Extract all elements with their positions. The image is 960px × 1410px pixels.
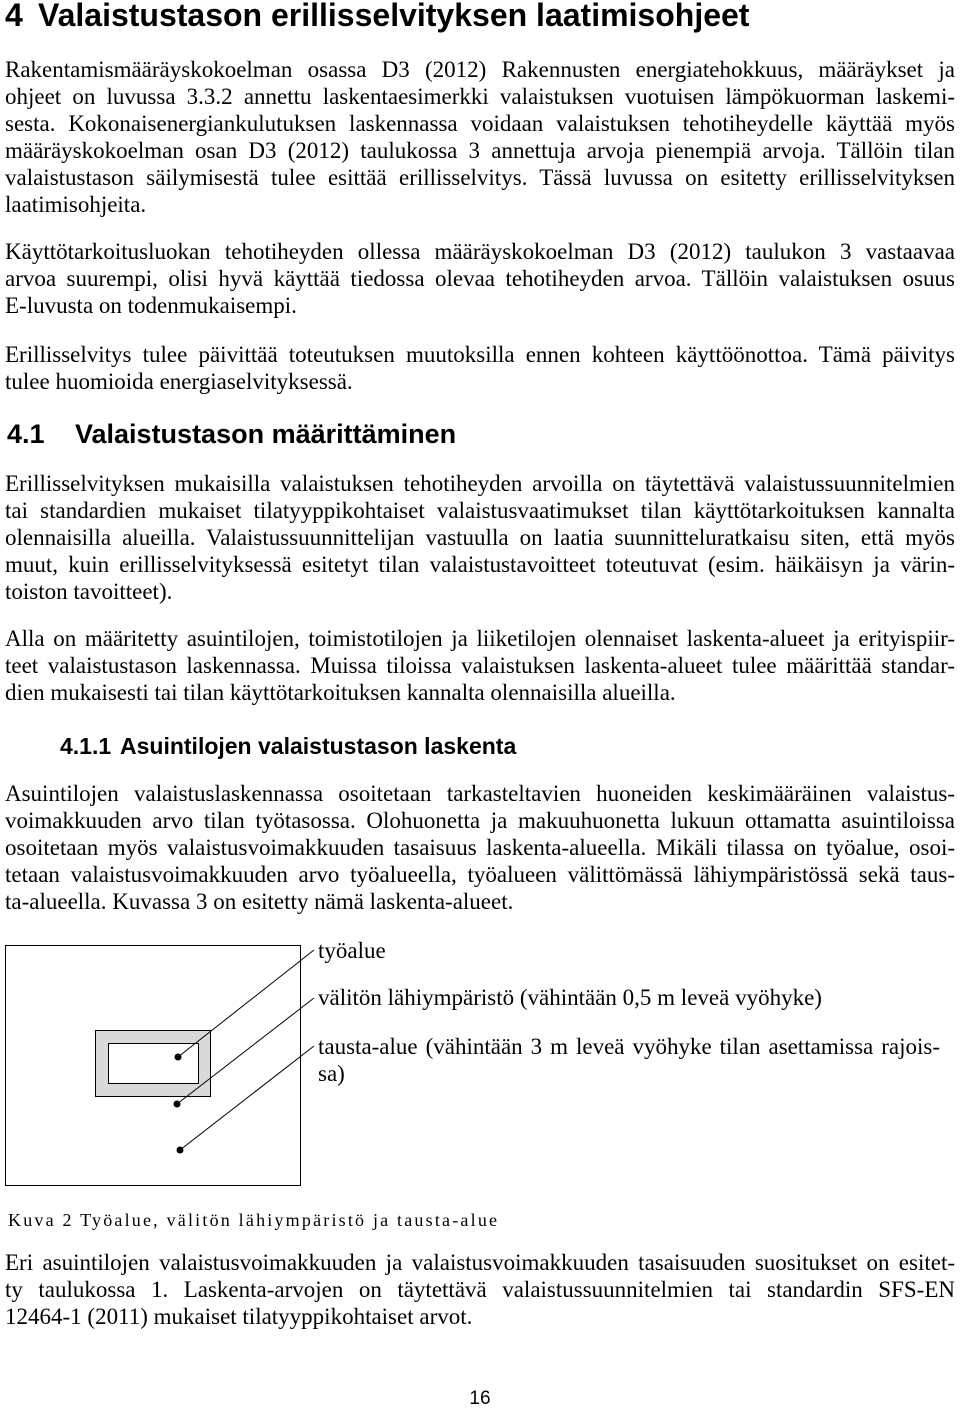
text-line: tai standardien mukaiset tilatyyppikohtaiset valaistusvaatimukset tilan käyttötarkoituksen kannalta xyxy=(5,498,955,523)
text-line: ty taulukossa 1. Laskenta-arvojen on täytettävä valaistussuunnitelmien tai standardin SFS-EN xyxy=(5,1277,955,1302)
text-line: Asuintilojen valaistuslaskennassa osoitetaan tarkasteltavien huoneiden keskimääräinen valaistus- xyxy=(5,781,955,806)
chapter-number: 4 xyxy=(5,0,23,33)
paragraph xyxy=(5,341,955,395)
work-area-rect xyxy=(109,1044,199,1084)
text-line: olennaisilla alueilla. Valaistussuunnittelijan vastuulla on laatia suunnitteluratkaisu siten, että myös xyxy=(5,525,955,550)
text-line: tetaan valaistusvoimakkuuden arvo työalueella, työalueen välittömässä lähiympäristössä sekä taus- xyxy=(5,862,955,887)
text-line: ohjeet on luvussa 3.3.2 annettu laskentaesimerkki valaistuksen vuotuisen lämpökuorman laskemi- xyxy=(5,84,955,109)
paragraph xyxy=(5,56,955,218)
marker-dot-work-area xyxy=(175,1054,182,1061)
text-line: Erillisselvitys tulee päivittää toteutuksen muutoksilla ennen kohteen käyttöönottoa. Tämä päivitys xyxy=(5,342,955,367)
text-line: Erillisselvityksen mukaisilla valaistuksen tehotiheyden arvoilla on täytettävä valaistussuunnitelmien xyxy=(5,471,955,496)
text-line: Eri asuintilojen valaistusvoimakkuuden ja valaistusvoimakkuuden tasaisuuden suositukset on esitet- xyxy=(5,1250,955,1275)
text-line: muut, kuin erillisselvityksessä esitetyt tilan valaistustavoitteet toteutuvat (esim. häikäisyn ja värin- xyxy=(5,552,955,577)
paragraph xyxy=(5,238,955,319)
subsection-title: Asuintilojen valaistustason laskenta xyxy=(120,733,517,759)
text-line: valaistustason säilymisestä tulee esittää erillisselvitys. Tässä luvussa on esitetty erillisselvityksen xyxy=(5,165,955,190)
text-line: Rakentamismääräyskokoelman osassa D3 (2012) Rakennusten energiatehokkuus, määräykset ja xyxy=(5,57,955,82)
text-line: määräyskokoelman osan D3 (2012) taulukossa 3 annettuja arvoja pienempiä arvoja. Tällöin tilan xyxy=(5,138,955,163)
paragraph xyxy=(5,780,955,915)
text-line: osoitetaan myös valaistusvoimakkuuden tasaisuus laskenta-alueella. Mikäli tilassa on työalue, osoi- xyxy=(5,835,955,860)
text-line: dien mukaisesti tai tilan käyttötarkoituksen kannalta olennaisilla alueilla. xyxy=(5,680,676,705)
label-text: välitön lähiympäristö (vähintään 0,5 m leveä vyöhyke) xyxy=(318,985,822,1010)
section-title: Valaistustason määrittäminen xyxy=(75,419,457,449)
text-line: Käyttötarkoitusluokan tehotiheyden ollessa määräyskokoelman D3 (2012) taulukon 3 vastaavaa xyxy=(5,239,955,264)
figure-caption: Kuva 2 Työalue, välitön lähiympäristö ja tausta-alue xyxy=(8,1210,500,1230)
marker-dot-background-area xyxy=(177,1147,184,1154)
text-line: E-luvusta on todenmukaisempi. xyxy=(5,293,297,318)
page-number: 16 xyxy=(469,1388,491,1409)
figure-diagram xyxy=(0,940,320,1190)
text-line: tulee huomioida energiaselvityksessä. xyxy=(5,369,353,394)
label-text: sa) xyxy=(318,1061,345,1086)
marker-dot-immediate-surroundings xyxy=(174,1101,181,1108)
subsection-number: 4.1.1 xyxy=(60,733,112,759)
text-line: Alla on määritetty asuintilojen, toimistotilojen ja liiketilojen olennaiset laskenta-alueet ja erityispiir- xyxy=(5,626,955,651)
figure-label-immediate-surroundings xyxy=(318,984,940,1011)
chapter-heading xyxy=(5,0,750,33)
text-line: arvoa suurempi, olisi hyvä käyttää tiedossa olevaa tehotiheyden arvoa. Tällöin valaistuksen osuus xyxy=(5,266,955,291)
figure-label-background-area xyxy=(318,1033,940,1087)
leader-line-work-area xyxy=(178,950,314,1057)
label-text: työalue xyxy=(318,938,386,963)
chapter-title: Valaistustason erillisselvityksen laatimisohjeet xyxy=(38,0,750,33)
paragraph xyxy=(5,625,955,706)
text-line: voimakkuuden arvo tilan työtasossa. Olohuonetta ja makuuhuonetta lukuun ottamatta asuintiloissa xyxy=(5,808,955,833)
text-line: ta-alueella. Kuvassa 3 on esitetty nämä laskenta-alueet. xyxy=(5,889,514,914)
text-line: 12464-1 (2011) mukaiset tilatyyppikohtaiset arvot. xyxy=(5,1304,473,1329)
section-number: 4.1 xyxy=(7,419,45,449)
label-text: tausta-alue (vähintään 3 m leveä vyöhyke tilan asettamissa rajois- xyxy=(318,1034,940,1059)
paragraph xyxy=(5,1249,955,1330)
figure-label-work-area xyxy=(318,937,940,964)
subsection-heading xyxy=(60,733,516,759)
paragraph xyxy=(5,470,955,605)
text-line: sesta. Kokonaisenergiankulutuksen laskennassa voidaan valaistuksen tehotiheydelle käyttää myös xyxy=(5,111,955,136)
section-heading xyxy=(7,419,456,449)
text-line: teet valaistustason laskennassa. Muissa tiloissa valaistuksen laskenta-alueet tulee määrittää standar- xyxy=(5,653,955,678)
text-line: laatimisohjeita. xyxy=(5,192,147,217)
text-line: toiston tavoitteet). xyxy=(5,579,173,604)
